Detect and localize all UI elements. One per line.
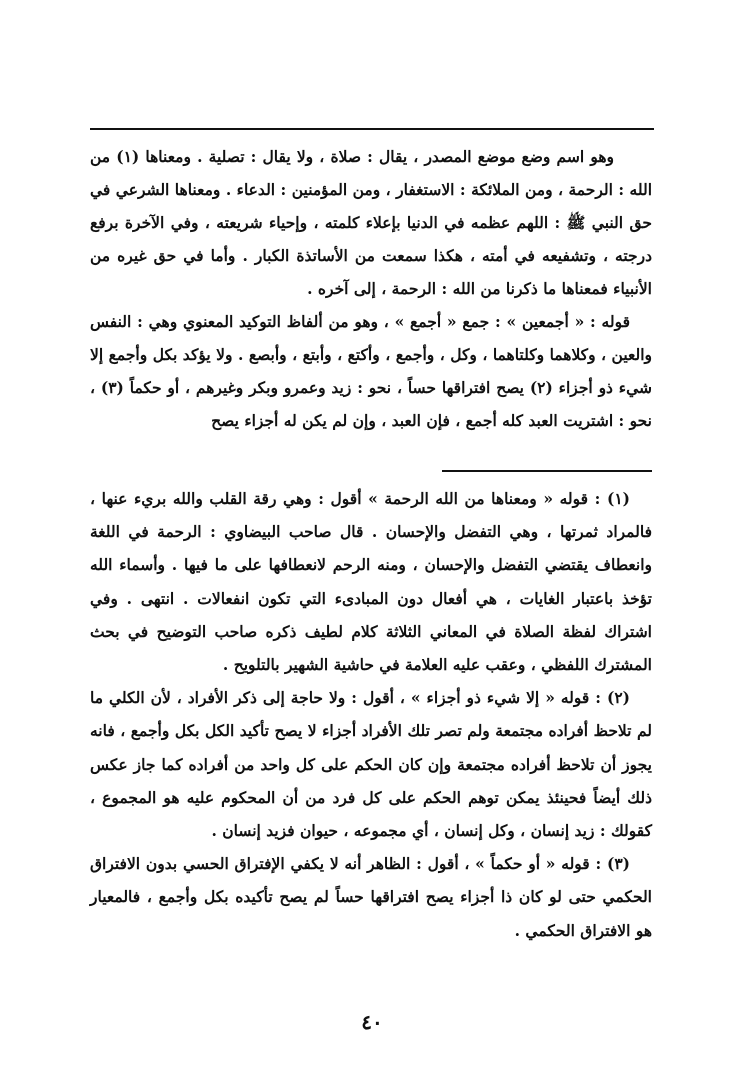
footnote-2: (٢) : قوله « إلا شيء ذو أجزاء » ، أقول : ولا حاجة إلى ذكر الأفراد ، لأن الكلي ما لم تلاحظ أفراده مجتمعة ولم تصر تلك الأفراد أجزاء لا يصح تأكيد الكل بكل وأجمع ، فانه يجوز أن تلاحظ أفراده مجتمعة وإن كان الحكم على كل واحد من أفراده كما جاز عكس ذلك أيضاً فحينئذ يمكن توهم الحكم على كل فرد من أن المحكوم عليه هو المجموع ، كقولك : زيد إنسان ، وكل إنسان ، أي مجموعه ، حيوان فزيد إنسان . bbox=[90, 688, 652, 841]
footnote-1: (١) : قوله « ومعناها من الله الرحمة » أقول : وهي رقة القلب والله بريء عنها ، فالمراد ثمرتها ، وهي التفضل والإحسان . قال صاحب البيضاوي : الرحمة في اللغة وانعطاف يقتضي التفضل والإحسان ، ومنه الرحم لانعطافها على ما فيها . وأسماء الله تؤخذ باعتبار الغايات ، هي أفعال دون المبادىء التي تكون انفعالات . انتهى . وفي اشتراك لفظة الصلاة في المعاني الثلاثة كلام لطيف ذكره صاحب التوضيح في بحث المشترك اللفظي ، وعقب عليه العلامة في حاشية الشهير بالتلويح . bbox=[90, 489, 652, 675]
footnote-separator bbox=[442, 470, 652, 472]
footnotes bbox=[90, 482, 652, 947]
main-paragraph-2: قوله : « أجمعين » : جمع « أجمع » ، وهو من ألفاظ التوكيد المعنوي وهي : النفس والعين ، وكلاهما وكلتاهما ، وكل ، وأجمع ، وأكتع ، وأبتع ، وأبصع . ولا يؤكد بكل وأجمع إلا شيء ذو أجزاء (٢) يصح افتراقها حساً ، نحو : زيد وعمرو وبكر وغيرهم ، أو حكماً (٣) ، نحو : اشتريت العبد كله أجمع ، فإن العبد ، وإن لم يكن له أجزاء يصح bbox=[90, 312, 653, 430]
main-paragraph-1: وهو اسم وضع موضع المصدر ، يقال : صلاة ، ولا يقال : تصلية . ومعناها (١) من الله : الرحمة ، ومن الملائكة : الاستغفار ، ومن المؤمنين : الدعاء . ومعناها الشرعي في حق النبي ﷺ : اللهم عظمه في الدنيا بإعلاء كلمته ، وإحياء شريعته ، وفي الآخرة برفع درجته ، وتشفيعه في أمته ، هكذا سمعت من الأساتذة الكبار . وأما في حق غيره من الأنبياء فمعناها ما ذكرنا من الله : الرحمة ، إلى آخره . bbox=[90, 147, 652, 298]
page-number: ٤٠ bbox=[361, 1010, 383, 1034]
main-text bbox=[90, 140, 652, 437]
top-rule bbox=[90, 128, 654, 130]
footnote-3: (٣) : قوله « أو حكماً » ، أقول : الظاهر أنه لا يكفي الإفتراق الحسي بدون الافتراق الحكمي حتى لو كان ذا أجزاء يصح افتراقها حساً لم يصح تأكيده بكل وأجمع ، فالمعيار هو الافتراق الحكمي . bbox=[90, 854, 652, 940]
